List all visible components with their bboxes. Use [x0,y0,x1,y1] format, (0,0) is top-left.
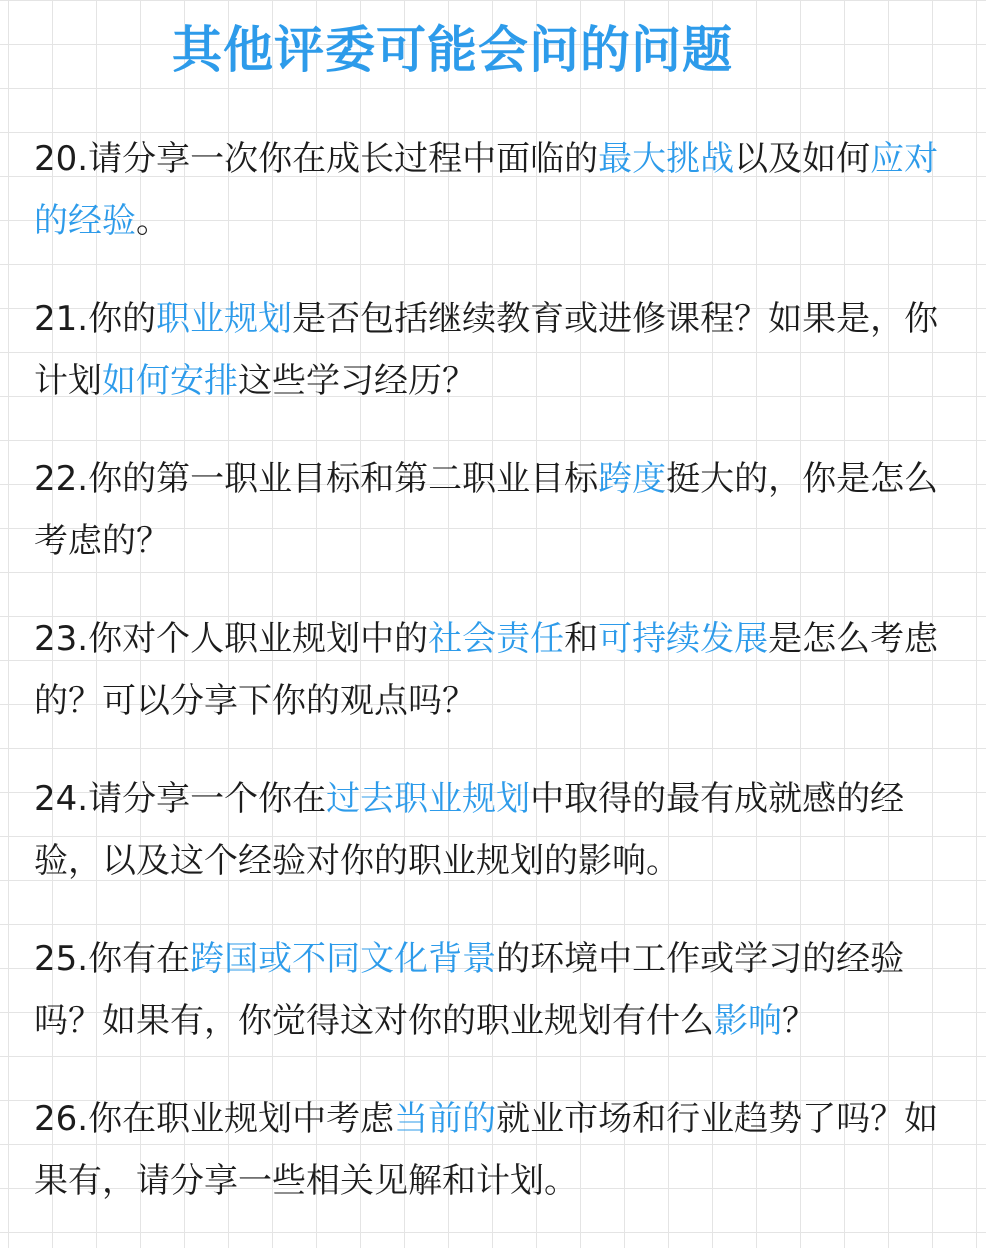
question-text: 中取得的最有成就感的经验，以及这个经验对你的职业规划的影响。 [34,779,905,881]
question-list [34,128,964,1248]
highlighted-text: 社会责任 [428,619,565,659]
question-item [34,128,964,252]
highlighted-text: 过去职业规划 [326,779,531,819]
question-text: 24.请分享一个你在 [34,779,327,819]
highlighted-text: 职业规划 [156,299,293,339]
highlighted-text: 可持续发展 [598,619,769,659]
page-title: 其他评委可能会问的问题 [172,21,733,79]
question-item [34,608,964,732]
question-text: 。 [136,201,170,241]
question-text: 20.请分享一次你在成长过程中面临的 [34,139,599,179]
question-item [34,448,964,572]
question-text: 22.你的第一职业目标和第二职业目标 [34,459,599,499]
question-text: 25.你有在 [34,939,191,979]
highlighted-text: 如何安排 [102,361,238,401]
question-text: 就业市场和行业趋势了吗？如果有，请分享一些相关见解和计划。 [34,1099,939,1201]
question-item [34,928,964,1052]
highlighted-text: 最大挑战 [598,139,735,179]
question-item [34,288,964,412]
question-item [34,1088,964,1212]
highlighted-text: 应对的经验 [34,139,939,241]
highlighted-text: 影响 [714,1001,782,1041]
question-text: 23.你对个人职业规划中的 [34,619,429,659]
question-item [34,768,964,892]
question-text: 这些学习经历？ [238,361,476,401]
highlighted-text: 跨度 [598,459,667,499]
question-text: 和 [564,619,599,659]
question-text: 21.你的 [34,299,157,339]
question-text: 26.你在职业规划中考虑 [34,1099,395,1139]
question-text: 的环境中工作或学习的经验吗？如果有，你觉得这对你的职业规划有什么 [34,939,905,1041]
question-text: 以及如何 [734,139,871,179]
question-text: 挺大的，你是怎么考虑的？ [34,459,939,561]
question-text: ？ [782,1001,816,1041]
highlighted-text: 当前的 [394,1099,497,1139]
question-text: 是怎么考虑的？可以分享下你的观点吗？ [34,619,939,721]
highlighted-text: 跨国或不同文化背景 [190,939,497,979]
question-text: 是否包括继续教育或进修课程？如果是，你计划 [34,299,939,401]
